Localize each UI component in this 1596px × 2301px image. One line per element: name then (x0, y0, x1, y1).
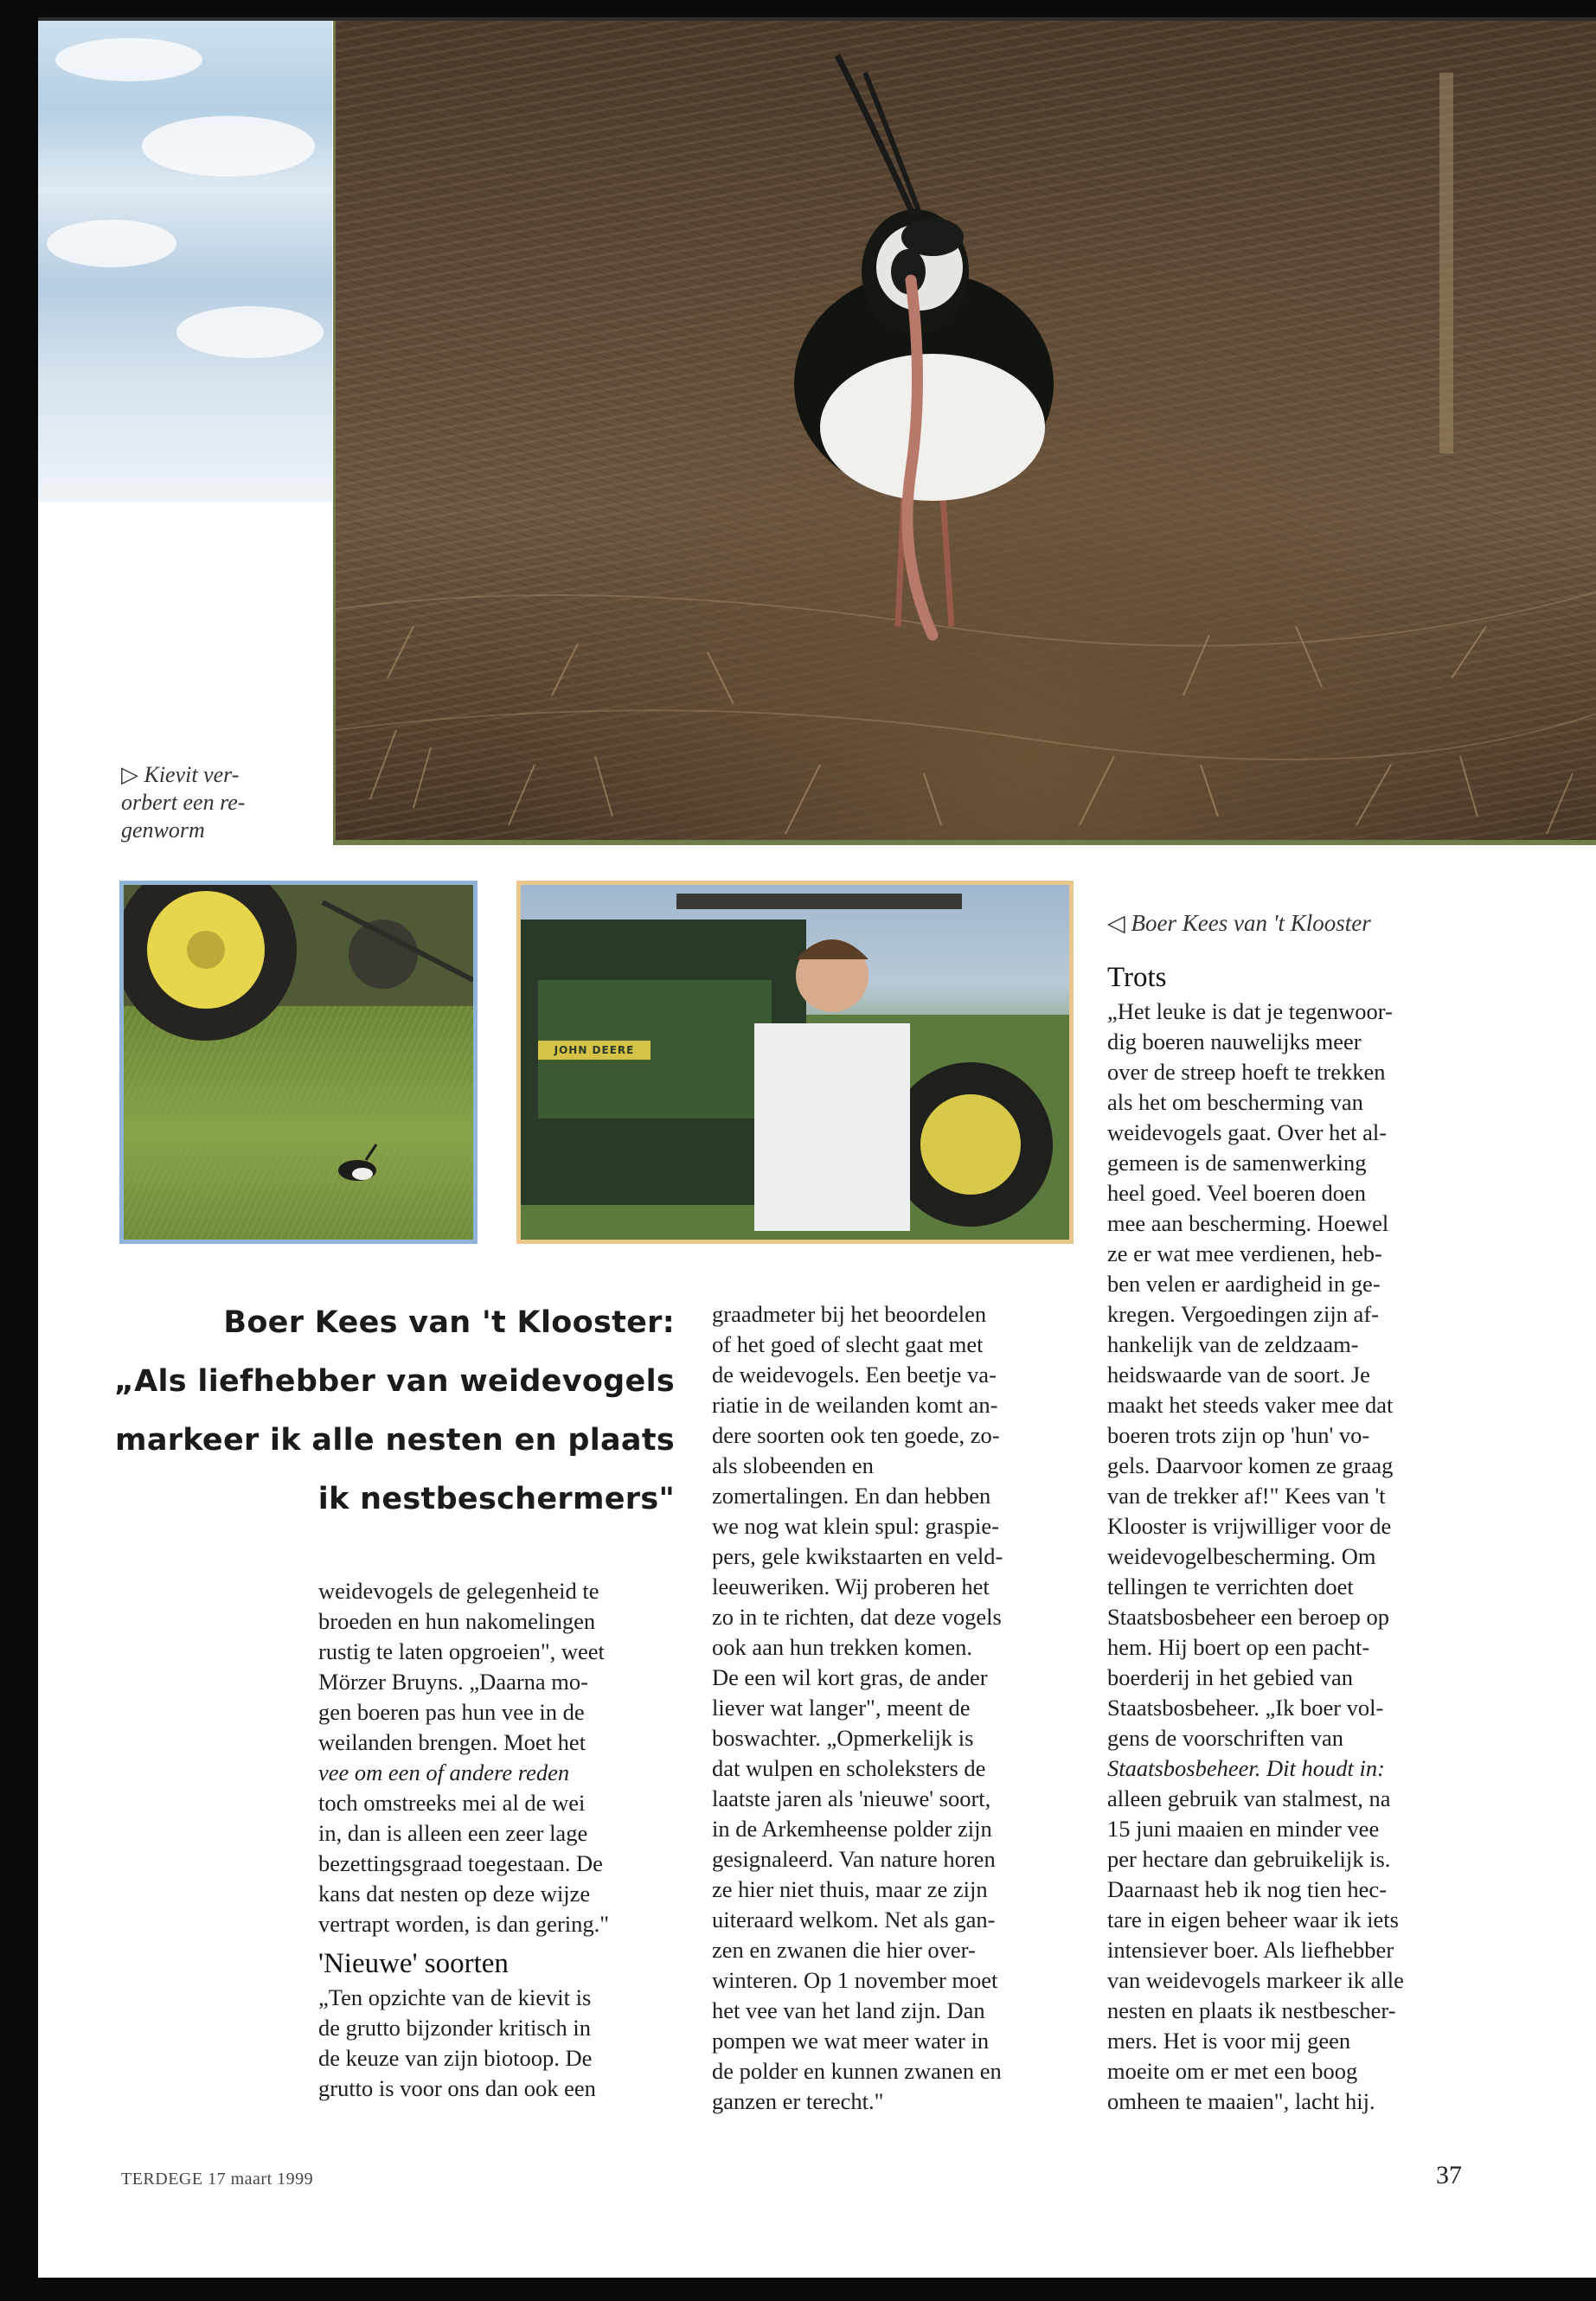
text-line: als het om bescherming van (1107, 1089, 1363, 1115)
scan-border-top (0, 0, 1596, 17)
text-line: winteren. Op 1 november moet (712, 1967, 998, 1993)
text-line: boswachter. „Opmerkelijk is (712, 1725, 974, 1751)
text-line: gesignaleerd. Van nature horen (712, 1846, 996, 1872)
headline-line: Boer Kees van 't Klooster: (223, 1305, 675, 1340)
hero-caption (121, 761, 311, 844)
paragraph (712, 1299, 1071, 2117)
scan-border-left (0, 0, 38, 2301)
text-line: dig boeren nauwelijks meer (1107, 1029, 1362, 1054)
headline-line: ik nestbeschermers" (317, 1482, 675, 1516)
text-line: dere soorten ook ten goede, zo- (712, 1422, 1000, 1448)
text-line: hem. Hij boert op een pacht- (1107, 1634, 1370, 1660)
text-line: rustig te laten opgroeien", weet (318, 1638, 605, 1664)
text-line: gens de voorschriften van (1107, 1725, 1344, 1751)
text-line: leeuweriken. Wij proberen het (712, 1574, 990, 1599)
article-headline (87, 1293, 675, 1529)
text-line: 15 juni maaien en minder vee (1107, 1816, 1380, 1842)
text-line: het vee van het land zijn. Dan (712, 1997, 985, 2023)
text-line: riatie in de weilanden komt an- (712, 1392, 998, 1418)
text-line: we nog wat klein spul: graspie- (712, 1513, 999, 1539)
hero-photo-lapwing (333, 21, 1596, 845)
text-line: omheen te maaien", lacht hij. (1107, 2088, 1375, 2114)
sky-photo-strip (38, 21, 332, 502)
text-line: van weidevogels markeer ik alle (1107, 1967, 1404, 1993)
text-line: zen en zwanen die hier over- (712, 1937, 976, 1963)
text-column-1 (318, 1576, 671, 2104)
text-line: ganzen er terecht." (712, 2088, 884, 2114)
lapwing-illustration (336, 21, 1596, 845)
text-line: de grutto bijzonder kritisch in (318, 2015, 591, 2041)
text-line: heidswaarde van de soort. Je (1107, 1362, 1370, 1388)
text-line: mers. Het is voor mij geen (1107, 2028, 1351, 2054)
text-line: gemeen is de samenwerking (1107, 1150, 1367, 1176)
headline-line: „Als liefhebber van weidevogels (113, 1364, 675, 1399)
text-line: alleen gebruik van stalmest, na (1107, 1785, 1391, 1811)
text-line: weidevogels gaat. Over het al- (1107, 1119, 1388, 1145)
text-line: kans dat nesten op deze wijze (318, 1881, 591, 1907)
text-line: Klooster is vrijwilliger voor de (1107, 1513, 1392, 1539)
text-line: zo in te richten, dat deze vogels (712, 1604, 1002, 1630)
text-line: maakt het steeds vaker mee dat (1107, 1392, 1394, 1418)
text-line: de weidevogels. Een beetje va- (712, 1362, 997, 1388)
hero-caption-line: orbert een re- (121, 790, 246, 815)
text-line: uiteraard welkom. Net als gan- (712, 1907, 996, 1932)
text-line: hankelijk van de zeldzaam- (1107, 1331, 1359, 1357)
text-line: liever wat langer", meent de (712, 1695, 971, 1721)
text-line: intensiever boer. Als liefhebber (1107, 1937, 1394, 1963)
text-line: over de streep hoeft te trekken (1107, 1059, 1386, 1085)
text-line: pompen we wat meer water in (712, 2028, 990, 2054)
text-line: Mörzer Bruyns. „Daarna mo- (318, 1669, 588, 1695)
wheel-bird-illustration (124, 885, 473, 1240)
text-column-3 (1107, 958, 1471, 2117)
text-line: ben velen er aardigheid in ge- (1107, 1271, 1381, 1297)
text-line: bezettingsgraad toegestaan. De (318, 1850, 603, 1876)
scan-border-bottom (0, 2278, 1596, 2301)
farmer-photo-caption: ◁ Boer Kees van 't Klooster (1107, 910, 1371, 936)
text-line: weidevogelbescherming. Om (1107, 1543, 1376, 1569)
hero-caption-line: ▷ Kievit ver- (121, 762, 240, 787)
text-line: Staatsbosbeheer. „Ik boer vol- (1107, 1695, 1384, 1721)
text-line: zomertalingen. En dan hebben (712, 1483, 991, 1509)
text-line: ze er wat mee verdienen, heb- (1107, 1240, 1382, 1266)
footer-publication: TERDEGE 17 maart 1999 (121, 2170, 314, 2189)
photo-farmer-tractor (516, 881, 1074, 1244)
photo-tractor-wheel-bird (119, 881, 478, 1244)
text-line: de keuze van zijn biotoop. De (318, 2045, 593, 2071)
text-line: laatste jaren als 'nieuwe' soort, (712, 1785, 991, 1811)
hero-caption-line: genworm (121, 817, 205, 843)
text-line: kregen. Vergoedingen zijn af- (1107, 1301, 1379, 1327)
text-line: in de Arkemheense polder zijn (712, 1816, 992, 1842)
text-line: vee om een of andere reden (318, 1759, 570, 1785)
text-line: boeren trots zijn op 'hun' vo- (1107, 1422, 1370, 1448)
paragraph (318, 1576, 671, 1939)
paragraph (318, 1983, 671, 2104)
text-line: moeite om er met een boog (1107, 2058, 1358, 2084)
text-line: tare in eigen beheer waar ik iets (1107, 1907, 1399, 1932)
text-line: boerderij in het gebied van (1107, 1664, 1354, 1690)
text-line: toch omstreeks mei al de wei (318, 1790, 586, 1816)
text-line: Staatsbosbeheer. Dit houdt in: (1107, 1755, 1385, 1781)
subheading-trots: Trots (1107, 962, 1167, 993)
text-line: in, dan is alleen een zeer lage (318, 1820, 588, 1846)
page-number: 37 (1436, 2161, 1462, 2189)
subheading-nieuwe-soorten: 'Nieuwe' soorten (318, 1948, 509, 1979)
headline-line: markeer ik alle nesten en plaats (115, 1423, 675, 1458)
text-line: „Ten opzichte van de kievit is (318, 1984, 592, 2010)
text-column-2 (712, 1299, 1071, 2117)
text-line: graadmeter bij het beoordelen (712, 1301, 987, 1327)
text-line: als slobeenden en (712, 1452, 874, 1478)
paragraph (1107, 997, 1471, 2117)
text-line: dat wulpen en scholeksters de (712, 1755, 986, 1781)
text-line: de polder en kunnen zwanen en (712, 2058, 1002, 2084)
text-line: ook aan hun trekken komen. (712, 1634, 972, 1660)
text-line: grutto is voor ons dan ook een (318, 2075, 596, 2101)
text-line: of het goed of slecht gaat met (712, 1331, 984, 1357)
tractor-brand-label: JOHN DEERE (554, 1044, 635, 1056)
text-line: mee aan bescherming. Hoewel (1107, 1210, 1389, 1236)
text-line: van de trekker af!" Kees van 't (1107, 1483, 1386, 1509)
text-line: nesten en plaats ik nestbescher- (1107, 1997, 1396, 2023)
text-line: Daarnaast heb ik nog tien hec- (1107, 1876, 1388, 1902)
text-line: gels. Daarvoor komen ze graag (1107, 1452, 1394, 1478)
text-line: ze hier niet thuis, maar ze zijn (712, 1876, 988, 1902)
text-line: heel goed. Veel boeren doen (1107, 1180, 1366, 1206)
text-line: broeden en hun nakomelingen (318, 1608, 596, 1634)
text-line: gen boeren pas hun vee in de (318, 1699, 585, 1725)
text-line: pers, gele kwikstaarten en veld- (712, 1543, 1003, 1569)
text-line: Staatsbosbeheer een beroep op (1107, 1604, 1389, 1630)
text-line: weilanden brengen. Moet het (318, 1729, 586, 1755)
farmer-tractor-illustration (521, 885, 1069, 1240)
text-line: per hectare dan gebruikelijk is. (1107, 1846, 1391, 1872)
text-line: vertrapt worden, is dan gering." (318, 1911, 610, 1937)
text-line: weidevogels de gelegenheid te (318, 1578, 599, 1604)
text-line: „Het leuke is dat je tegenwoor- (1107, 998, 1393, 1024)
text-line: De een wil kort gras, de ander (712, 1664, 988, 1690)
text-line: tellingen te verrichten doet (1107, 1574, 1354, 1599)
